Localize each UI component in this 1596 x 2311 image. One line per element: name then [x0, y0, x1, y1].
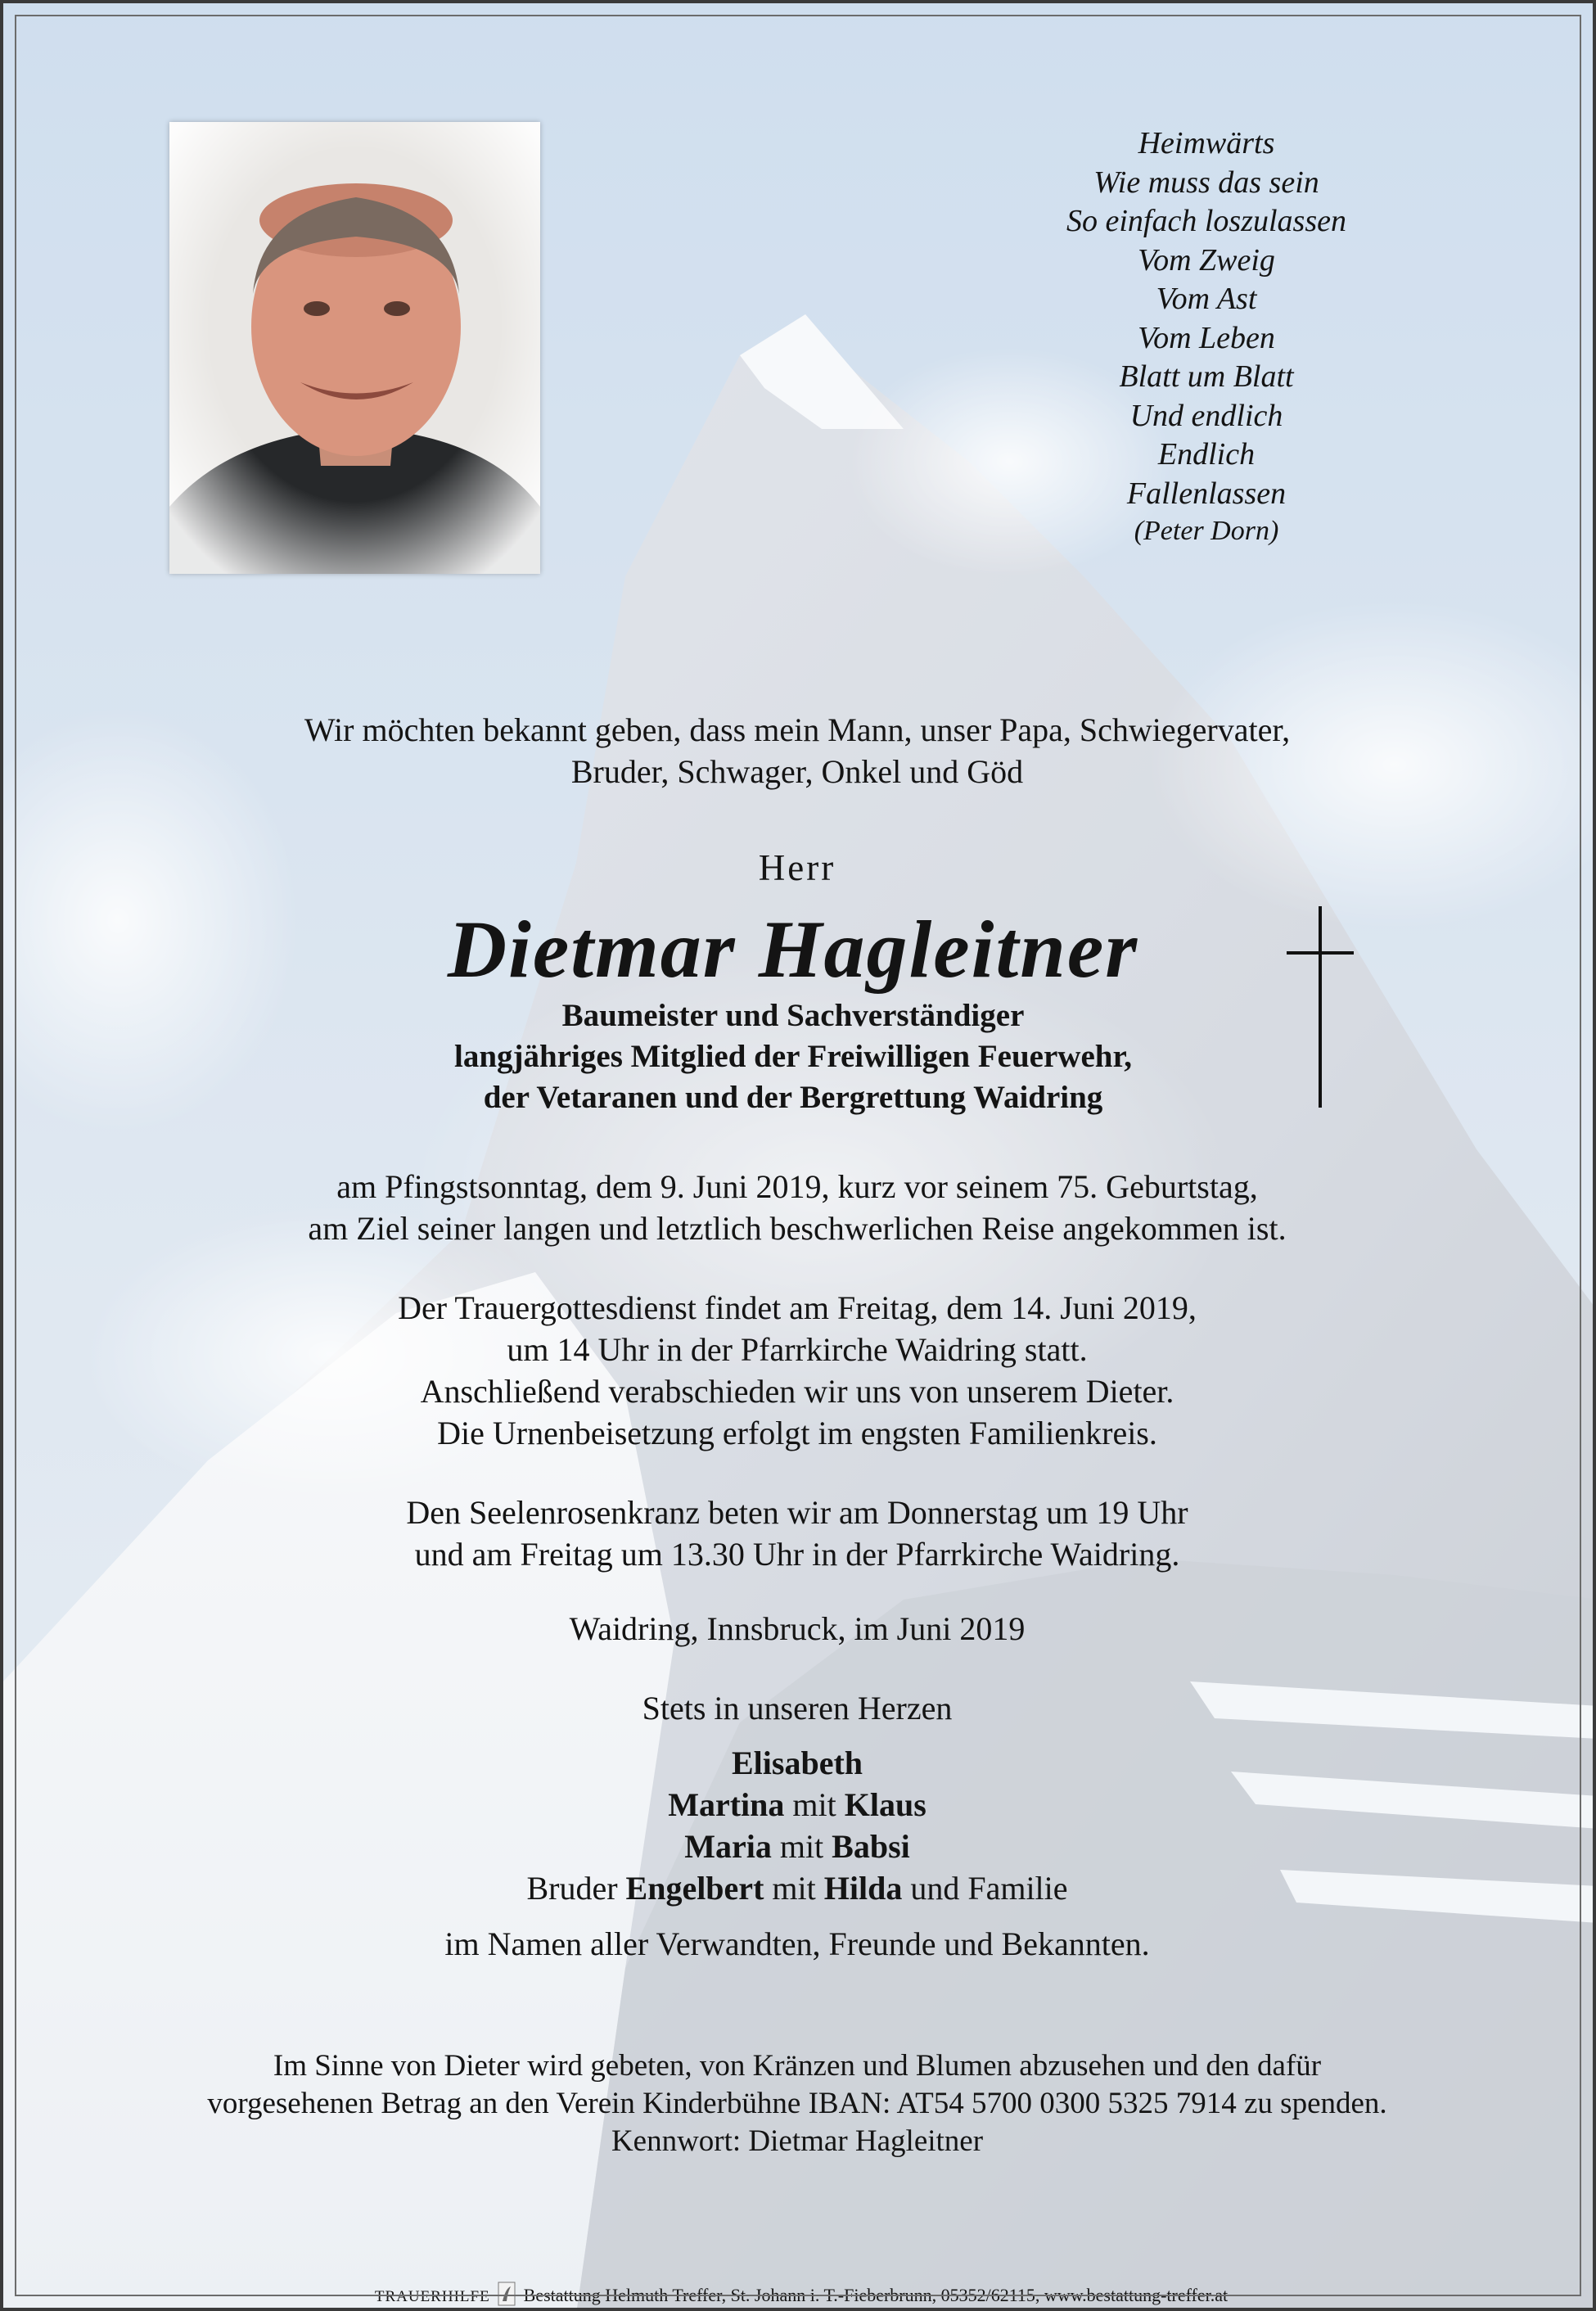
cross-icon [1287, 906, 1354, 1108]
family-name: Hilda [823, 1870, 903, 1907]
poem-line: Vom Leben [1138, 320, 1275, 355]
footer-brand: TRAUERHILFE [374, 2288, 490, 2305]
family-name: Engelbert [625, 1870, 764, 1907]
family-prefix: Bruder [526, 1870, 618, 1907]
service-line: um 14 Uhr in der Pfarrkirche Waidring statt. [507, 1331, 1088, 1368]
mit-word: mit [772, 1870, 816, 1907]
closing-line: im Namen aller Verwandten, Freunde und Bekannten. [444, 1925, 1150, 1962]
death-notice-line: am Ziel seiner langen und letztlich beschwerlichen Reise angekommen ist. [308, 1210, 1287, 1247]
intro-line: Bruder, Schwager, Onkel und Göd [570, 753, 1024, 790]
footer [3, 2282, 1596, 2306]
portrait-photo [169, 122, 540, 574]
deceased-name: Dietmar Hagleitner [447, 904, 1139, 995]
poem-line: Wie muss das sein [1093, 165, 1319, 200]
service-line: Anschließend verabschieden wir uns von unserem Dieter. [420, 1373, 1174, 1410]
donation-line: vorgesehenen Betrag an den Verein Kinderbühne IBAN: AT54 5700 0300 5325 7914 zu spenden. [207, 2087, 1387, 2120]
service-line: Der Trauergottesdienst findet am Freitag, dem 14. Juni 2019, [398, 1289, 1197, 1326]
death-notice-line: am Pfingstsonntag, dem 9. Juni 2019, kurz vor seinem 75. Geburtstag, [336, 1168, 1258, 1205]
poem-author: (Peter Dorn) [1134, 516, 1279, 546]
poem [985, 124, 1427, 549]
family-suffix: und Familie [910, 1870, 1068, 1907]
mit-word: mit [792, 1786, 836, 1823]
poem-line: Vom Ast [1156, 282, 1257, 316]
family-name: Klaus [844, 1786, 926, 1823]
poem-line: So einfach loszulassen [1066, 204, 1346, 238]
family-name: Elisabeth [731, 1745, 863, 1781]
title-line: der Vetaranen und der Bergrettung Waidring [483, 1080, 1103, 1115]
family-list [52, 1742, 1542, 1909]
service-line: Die Urnenbeisetzung erfolgt im engsten Familienkreis. [437, 1415, 1157, 1451]
family-name: Babsi [832, 1828, 910, 1865]
rosary-line: Den Seelenrosenkranz beten wir am Donnerstag um 19 Uhr [406, 1494, 1188, 1531]
poem-line: Endlich [1157, 437, 1256, 472]
family-name: Maria [684, 1828, 772, 1865]
rosary-line: und am Freitag um 13.30 Uhr in der Pfarrkirche Waidring. [414, 1536, 1180, 1573]
service-info [52, 1287, 1542, 1454]
death-notice [52, 1166, 1542, 1249]
salutation: Herr [758, 847, 836, 888]
poem-line: Und endlich [1129, 398, 1283, 433]
family-row [52, 1867, 1542, 1909]
donation-line: Kennwort: Dietmar Hagleitner [611, 2124, 984, 2158]
trauerhilfe-logo-icon [498, 2282, 516, 2306]
in-hearts-line: Stets in unseren Herzen [642, 1690, 953, 1726]
place-date: Waidring, Innsbruck, im Juni 2019 [569, 1610, 1026, 1647]
footer-text: Bestattung Helmuth Treffer, St. Johann i. T.-Fieberbrunn, 05352/62115, www.bestattung-treffer.at [523, 2285, 1229, 2305]
family-row [52, 1826, 1542, 1867]
title-line: langjähriges Mitglied der Freiwilligen Feuerwehr, [454, 1039, 1132, 1074]
mit-word: mit [779, 1828, 824, 1865]
intro-text [52, 709, 1542, 792]
poem-line: Vom Zweig [1138, 242, 1275, 278]
donation-line: Im Sinne von Dieter wird gebeten, von Kränzen und Blumen abzusehen und den dafür [273, 2049, 1322, 2083]
donation-request [52, 2047, 1542, 2160]
family-name: Martina [668, 1786, 785, 1823]
family-row [52, 1784, 1542, 1826]
poem-line: Fallenlassen [1126, 476, 1287, 511]
rosary-info [52, 1492, 1542, 1575]
poem-line: Heimwärts [1138, 126, 1275, 160]
family-row [52, 1742, 1542, 1784]
title-line: Baumeister und Sachverständiger [561, 998, 1025, 1033]
poem-line: Blatt um Blatt [1119, 359, 1294, 394]
intro-line: Wir möchten bekannt geben, dass mein Mann, unser Papa, Schwiegervater, [304, 711, 1291, 748]
